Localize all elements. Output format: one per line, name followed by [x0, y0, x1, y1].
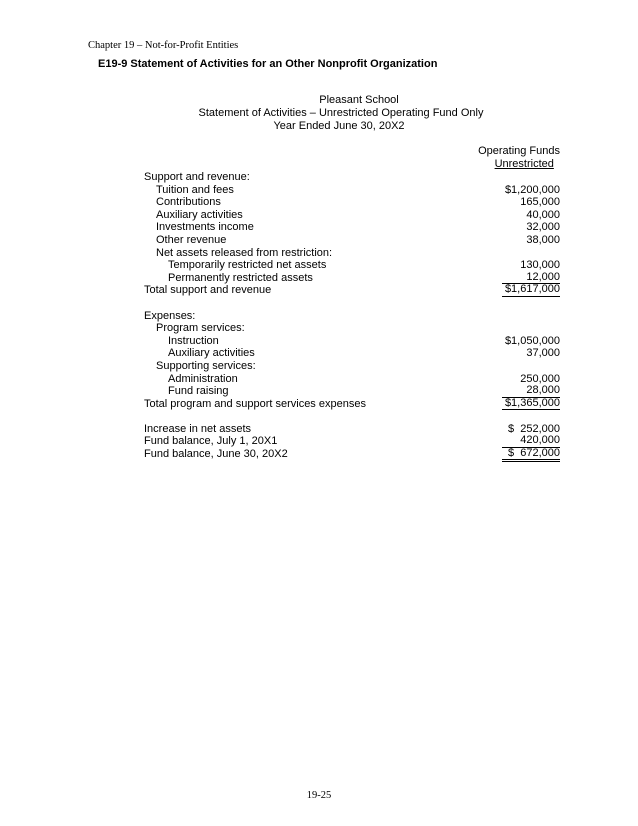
line-label: Auxiliary activities	[168, 347, 255, 360]
line-amount: 37,000	[526, 347, 560, 360]
column-header-line-2: Unrestricted	[494, 158, 554, 170]
expenses-heading-row	[144, 310, 560, 323]
table-row	[144, 272, 560, 285]
supporting-heading: Supporting services:	[156, 359, 256, 372]
table-row	[144, 196, 560, 209]
line-amount: 40,000	[526, 208, 560, 221]
line-label: Contributions	[156, 196, 221, 209]
total-support-label: Total support and revenue	[144, 284, 272, 297]
program-heading: Program services:	[156, 322, 245, 335]
statement-body	[144, 171, 560, 461]
total-support-amount: $1,617,000	[502, 284, 560, 297]
support-revenue-heading: Support and revenue:	[144, 171, 250, 183]
total-support-row	[144, 284, 560, 297]
support-revenue-heading-row	[144, 171, 560, 184]
line-label: Administration	[168, 372, 238, 385]
end-balance-amount: $ 672,000	[502, 448, 560, 462]
increase-amount: $ 252,000	[508, 422, 560, 435]
table-row	[144, 184, 560, 197]
line-amount: 130,000	[520, 259, 560, 272]
table-row	[144, 347, 560, 360]
total-expenses-label: Total program and support services expenses	[144, 397, 366, 410]
end-balance-label: Fund balance, June 30, 20X2	[144, 448, 288, 461]
line-amount: $1,200,000	[504, 183, 560, 196]
line-label: Tuition and fees	[156, 183, 234, 196]
released-heading-row	[144, 247, 560, 260]
table-row	[144, 209, 560, 222]
increase-label: Increase in net assets	[144, 422, 252, 435]
table-row	[144, 259, 560, 272]
line-amount: 28,000	[502, 385, 560, 398]
total-expenses-amount: $1,365,000	[502, 398, 560, 411]
program-heading-row	[144, 322, 560, 335]
line-amount: 250,000	[520, 372, 560, 385]
expenses-heading: Expenses:	[144, 309, 196, 322]
line-amount: 38,000	[526, 233, 560, 246]
statement-title: Statement of Activities – Unrestricted Operating Fund Only	[198, 107, 484, 119]
page-number: 19-25	[306, 790, 332, 801]
begin-balance-row	[144, 435, 560, 448]
line-amount: 12,000	[502, 272, 560, 285]
line-label: Temporarily restricted net assets	[168, 259, 327, 272]
table-row	[144, 221, 560, 234]
begin-balance-amount: 420,000	[502, 435, 560, 448]
chapter-header: Chapter 19 – Not-for-Profit Entities	[88, 40, 239, 51]
line-label: Permanently restricted assets	[168, 271, 313, 284]
line-amount: 32,000	[526, 221, 560, 234]
supporting-heading-row	[144, 360, 560, 373]
entity-name: Pleasant School	[319, 94, 399, 106]
column-header	[440, 145, 560, 171]
column-header-line-1: Operating Funds	[478, 145, 560, 157]
increase-row	[144, 423, 560, 436]
line-amount: $1,050,000	[504, 334, 560, 347]
line-label: Investments income	[156, 221, 254, 234]
end-balance-row	[144, 448, 560, 461]
table-row	[144, 335, 560, 348]
line-label: Other revenue	[156, 233, 227, 246]
statement-period: Year Ended June 30, 20X2	[273, 120, 405, 132]
begin-balance-label: Fund balance, July 1, 20X1	[144, 435, 278, 448]
table-row	[144, 385, 560, 398]
statement-heading	[0, 94, 638, 133]
line-amount: 165,000	[520, 196, 560, 209]
total-expenses-row	[144, 398, 560, 411]
exercise-title: E19-9 Statement of Activities for an Other Nonprofit Organization	[98, 58, 438, 70]
table-row	[144, 234, 560, 247]
released-heading: Net assets released from restriction:	[156, 246, 333, 259]
line-label: Instruction	[168, 334, 219, 347]
line-label: Auxiliary activities	[156, 208, 243, 221]
line-label: Fund raising	[168, 385, 229, 398]
table-row	[144, 373, 560, 386]
